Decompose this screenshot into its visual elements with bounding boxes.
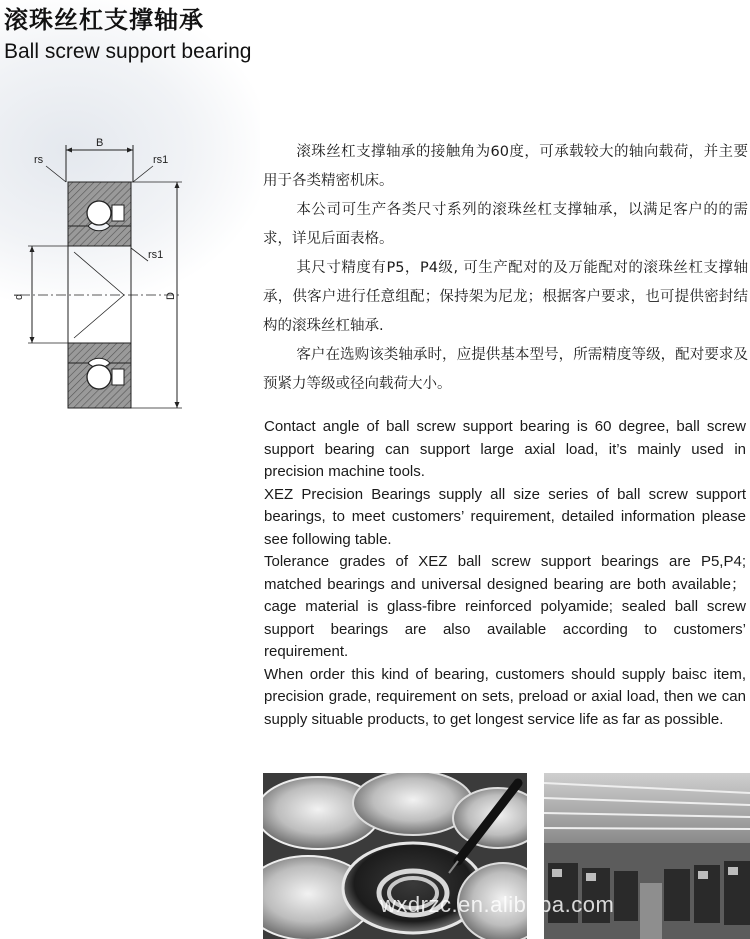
description-en-paragraph: When order this kind of bearing, customers should supply baisc item, precision grade, requirement on sets, preload or axial load, then we can supply situable products, to get longest service life as far as possible. (264, 665, 746, 728)
description-cn-paragraph: 本公司可生产各类尺寸系列的滚珠丝杠支撑轴承，以满足客户的的需求，详见后面表格。 (263, 202, 748, 247)
description-cn-paragraph: 客户在选购该类轴承时，应提供基本型号，所需精度等级，配对要求及预紧力等级或径向载荷大小。 (263, 347, 748, 392)
description-en-paragraph: Contact angle of ball screw support bearing is 60 degree, ball screw support bearing can support large axial load, it’s mainly used in precision machine tools. (264, 418, 746, 480)
description-cn (263, 138, 748, 399)
rs1-mid-label: rs1 (148, 249, 164, 261)
dimension-d-label: d (13, 293, 25, 300)
description-cn-paragraph: 滚珠丝杠支撑轴承的接触角为60度，可承载较大的轴向载荷，并主要用于各类精密机床。 (263, 144, 748, 189)
ball-top (87, 201, 111, 225)
bearing-cross-section-diagram (0, 125, 210, 425)
description-en-paragraph: XEZ Precision Bearings supply all size series of ball screw support bearings, to meet customers’ requirement, detailed information please see following table. (264, 485, 746, 548)
description-en-paragraph: Tolerance grades of XEZ ball screw support bearings are P5,P4; matched bearings and universal designed bearing are both available；cage material is glass-fibre reinforced polyamide; sealed ball screw support bearings are also available according to customers’ requirement. (264, 553, 746, 660)
description-en (264, 416, 746, 731)
rs1-top-label: rs1 (153, 154, 169, 166)
page-title-en: Ball screw support bearing (4, 40, 252, 63)
dimension-b-label: B (96, 137, 104, 149)
description-cn-paragraph: 其尺寸精度有P5，P4级, 可生产配对的及万能配对的滚珠丝杠支撑轴承，供客户进行任意组配；保持架为尼龙；根据客户要求，也可提供密封结构的滚珠丝杠轴承. (263, 260, 748, 334)
ball-bottom (87, 365, 111, 389)
rs-label: rs (34, 154, 44, 166)
inner-ring-top (68, 226, 131, 246)
watermark-text: wxdrzc.en.alibaba.com (380, 892, 615, 917)
inner-ring-bottom (68, 343, 131, 363)
dimension-D-label: D (165, 292, 177, 300)
page-title-cn: 滚珠丝杠支撑轴承 (4, 6, 204, 34)
